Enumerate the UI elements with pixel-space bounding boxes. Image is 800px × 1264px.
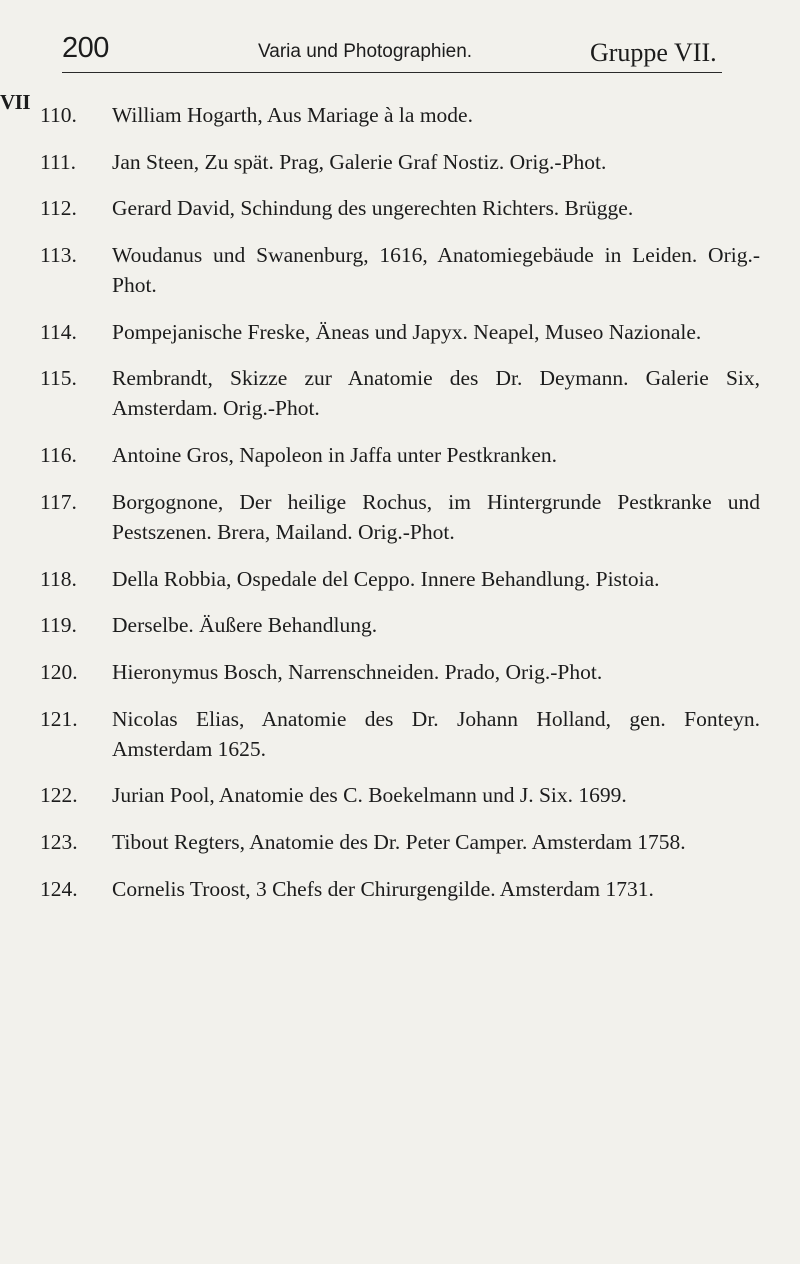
margin-group-mark: VII [0,90,31,114]
catalog-entry [40,363,760,423]
entry-text: Pompejanische Freske, Äneas und Japyx. Neapel, Museo Nazionale. [112,319,702,344]
entry-text: Derselbe. Äußere Behandlung. [112,613,378,638]
catalog-entry [40,874,760,904]
entry-number: 121. [40,706,78,731]
entry-text: Tibout Regters, Anatomie des Dr. Peter Camper. Amsterdam 1758. [112,829,686,854]
catalog-entry [40,193,760,223]
catalog-entry [40,657,760,687]
catalog-entry [40,487,760,547]
entry-number: 122. [40,783,78,808]
entry-number: 116. [40,443,77,468]
entry-text: Gerard David, Schindung des ungerechten Richters. Brügge. [112,196,634,221]
catalog-entry-list [40,100,760,920]
entry-text: Antoine Gros, Napoleon in Jaffa unter Pestkranken. [112,443,558,468]
catalog-entry [40,147,760,177]
entry-number: 115. [40,366,77,391]
entry-number: 112. [40,196,77,221]
entry-number: 117. [40,489,77,514]
entry-text: Borgognone, Der heilige Rochus, im Hintergrunde Pestkranke und Pestszenen. Brera, Mailand. Orig.-Phot. [112,489,760,544]
catalog-entry [40,564,760,594]
catalog-entry [40,440,760,470]
entry-number: 113. [40,243,77,268]
entry-number: 114. [40,319,77,344]
entry-number: 111. [40,149,77,174]
entry-text: Jurian Pool, Anatomie des C. Boekelmann und J. Six. 1699. [112,783,627,808]
entry-text: Rembrandt, Skizze zur Anatomie des Dr. Deymann. Galerie Six, Amsterdam. Orig.-Phot. [112,366,760,421]
entry-number: 123. [40,829,78,854]
page-number: 200 [62,32,109,64]
catalog-entry [40,100,760,130]
entry-text: Della Robbia, Ospedale del Ceppo. Innere Behandlung. Pistoia. [112,566,660,591]
catalog-entry [40,317,760,347]
entry-text: Cornelis Troost, 3 Chefs der Chirurgengilde. Amsterdam 1731. [112,876,654,901]
catalog-entry [40,704,760,764]
entry-number: 120. [40,659,78,684]
entry-text: William Hogarth, Aus Mariage à la mode. [112,103,473,127]
header-rule [62,72,722,73]
entry-text: Jan Steen, Zu spät. Prag, Galerie Graf Nostiz. Orig.-Phot. [112,149,607,174]
catalog-entry [40,610,760,640]
page-header [62,30,742,74]
entry-number: 118. [40,566,77,591]
group-label: Gruppe VII. [590,38,717,67]
catalog-entry [40,780,760,810]
entry-number: 110. [40,103,77,127]
catalog-entry [40,240,760,300]
entry-text: Woudanus und Swanenburg, 1616, Anatomiegebäude in Leiden. Orig.-Phot. [112,243,760,298]
entry-text: Hieronymus Bosch, Narrenschneiden. Prado, Orig.-Phot. [112,659,603,684]
running-title: Varia und Photographien. [258,41,473,62]
entry-number: 124. [40,876,78,901]
catalog-entry [40,827,760,857]
entry-text: Nicolas Elias, Anatomie des Dr. Johann Holland, gen. Fonteyn. Amsterdam 1625. [112,706,760,761]
entry-number: 119. [40,613,77,638]
